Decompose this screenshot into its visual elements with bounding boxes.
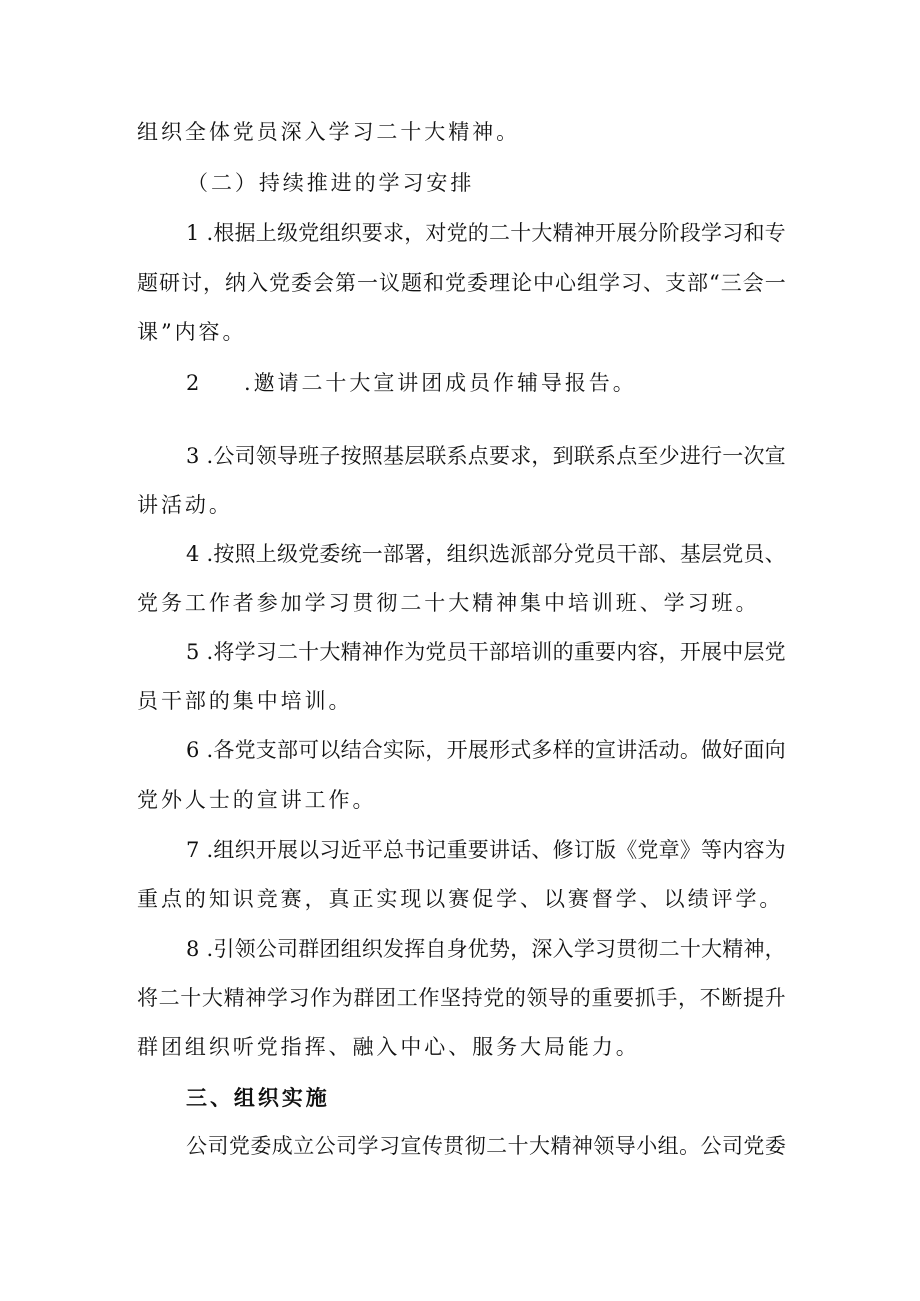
paragraph-line: 课”内容。 bbox=[137, 320, 247, 344]
paragraph-line: 题 研 讨 ， 纳 入 党 委 会 第 一 议 题 和 党 委 理 论 中 心 组 学 习 、 支 部 “ 三 会 一 bbox=[137, 271, 786, 295]
paragraph-line: 5 . 将 学 习 二 十 大 精 神 作 为 党 员 干 部 培 训 的 重 要 内 容 ， 开 展 中 层 党 bbox=[186, 640, 786, 664]
section-subheading: （二）持续推进的学习安排 bbox=[187, 171, 475, 195]
section-heading: 三、组织实施 bbox=[186, 1085, 330, 1110]
paragraph-line bbox=[186, 373, 637, 394]
paragraph-line: 员干部的集中培训。 bbox=[137, 689, 353, 713]
paragraph-line: 党务工作者参加学习贯彻二十大精神集中培训班、学习班。 bbox=[137, 591, 760, 615]
item-text: .邀请二十大宣讲团成员作辅导报告。 bbox=[244, 371, 637, 395]
paragraph-line: 6 . 各 党 支 部 可 以 结 合 实 际 ， 开 展 形 式 多 样 的 宣 讲 活 动 。 做 好 面 向 bbox=[186, 738, 786, 762]
paragraph-line: 群团组织听党指挥、融入中心、服务大局能力。 bbox=[137, 1035, 640, 1059]
paragraph-line: 1 . 根 据 上 级 党 组 织 要 求 ， 对 党 的 二 十 大 精 神 开 展 分 阶 段 学 习 和 专 bbox=[186, 221, 786, 245]
paragraph-line: 8 . 引 领 公 司 群 团 组 织 发 挥 自 身 优 势 ， 深 入 学 习 贯 彻 二 十 大 精 神 ， bbox=[186, 937, 786, 961]
paragraph-line: 公 司 党 委 成 立 公 司 学 习 宣 传 贯 彻 二 十 大 精 神 领 导 小 组 。 公 司 党 委 bbox=[186, 1134, 786, 1158]
paragraph-line: 组织全体党员深入学习二十大精神。 bbox=[137, 120, 521, 144]
paragraph-line: 将 二 十 大 精 神 学 习 作 为 群 团 工 作 坚 持 党 的 领 导 的 重 要 抓 手 ， 不 断 提 升 bbox=[137, 986, 786, 1010]
paragraph-line: 讲活动。 bbox=[137, 493, 233, 517]
paragraph-line: 4 . 按 照 上 级 党 委 统 一 部 署 ， 组 织 选 派 部 分 党 员 干 部 、 基 层 党 员 、 bbox=[186, 542, 786, 566]
paragraph-line: 党外人士的宣讲工作。 bbox=[137, 788, 377, 812]
paragraph-line: 3 . 公 司 领 导 班 子 按 照 基 层 联 系 点 要 求 ， 到 联 系 点 至 少 进 行 一 次 宣 bbox=[186, 444, 786, 468]
paragraph-line: 重点的知识竞赛，真正实现以赛促学、以赛督学、以绩评学。 bbox=[137, 887, 784, 911]
paragraph-line: 7 . 组 织 开 展 以 习 近 平 总 书 记 重 要 讲 话 、 修 订 版 《 党 章 》 等 内 容 为 bbox=[186, 838, 786, 862]
item-number: 2 bbox=[186, 371, 203, 395]
